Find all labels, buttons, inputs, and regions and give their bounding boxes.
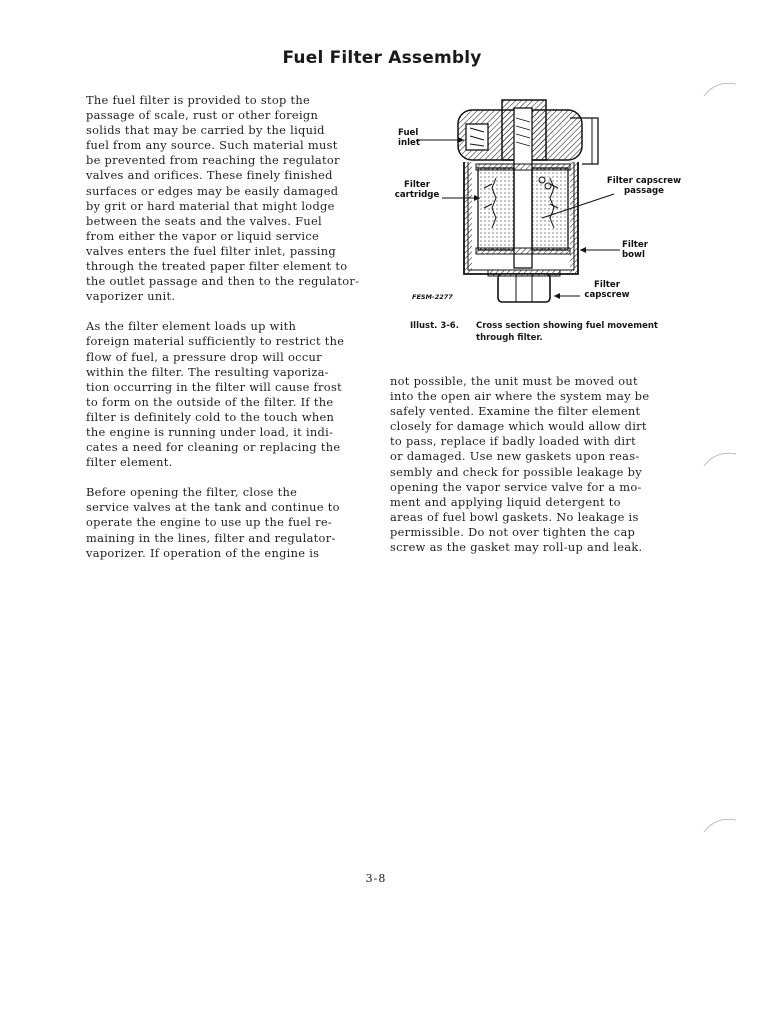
caption-number: Illust. 3-6. (410, 321, 459, 331)
text-line: cates a need for cleaning or replacing the (86, 440, 341, 455)
text-line: As the filter element loads up with (86, 319, 297, 334)
text-line: ment and applying liquid detergent to (390, 494, 621, 509)
text-line: permissible. Do not over tighten the cap (390, 524, 636, 539)
binding-mark (702, 446, 742, 470)
text-line: surfaces or edges may be easily damaged (86, 183, 339, 198)
paragraph-filter-purpose (65, 93, 361, 304)
label-filter-bowl: Filter bowl (622, 240, 648, 260)
text-line: valves enters the fuel filter inlet, passing (86, 243, 336, 258)
text-line: foreign material sufficiently to restrict the (86, 334, 345, 349)
text-line: to form on the outside of the filter. If the (86, 394, 334, 409)
label-filter-capscrew-passage: Filter capscrew passage (606, 176, 682, 196)
text-line: solids that may be carried by the liquid (86, 123, 325, 138)
binding-mark (702, 812, 742, 836)
text-line: safely vented. Examine the filter element (390, 404, 641, 419)
text-line: filter is definitely cold to the touch when (86, 409, 335, 424)
text-line: into the open air where the system may be (390, 389, 650, 404)
text-line: Before opening the filter, close the (86, 485, 298, 500)
text-line: between the seats and the valves. Fuel (86, 213, 322, 228)
binding-mark (702, 76, 742, 100)
text-line: areas of fuel bowl gaskets. No leakage is (390, 509, 639, 524)
caption-line-1: Cross section showing fuel movement (476, 321, 658, 331)
text-line: fuel from any source. Such material must (86, 138, 338, 153)
caption-line-2: through filter. (476, 333, 543, 343)
text-line: screw as the gasket may roll-up and leak. (390, 540, 643, 555)
text-line: filter element. (86, 455, 173, 470)
text-line: valves and orifices. These finely finished (86, 168, 333, 183)
text-line: be prevented from reaching the regulator (86, 153, 340, 168)
left-column-text (65, 93, 361, 561)
text-line: operate the engine to use up the fuel re- (86, 515, 333, 530)
text-line: the engine is running under load, it indi- (86, 424, 334, 439)
text-line: through the treated paper filter element to (86, 259, 348, 274)
text-line: not possible, the unit must be moved out (390, 374, 638, 388)
text-line: vaporizer unit. (86, 289, 176, 304)
text-line: opening the vapor service valve for a mo- (390, 479, 642, 494)
right-column-text (390, 374, 670, 555)
text-line: within the filter. The resulting vaporiza- (86, 364, 329, 379)
paragraph-continued (390, 374, 670, 555)
paragraph-opening-filter (65, 485, 361, 560)
inlet-fitting (466, 124, 488, 150)
label-filter-capscrew: Filter capscrew (584, 280, 630, 300)
fuel-filter-illustration (392, 88, 692, 308)
filter-cartridge (478, 168, 514, 250)
text-line: flow of fuel, a pressure drop will occur (86, 349, 322, 364)
capscrew-head (498, 274, 550, 302)
text-line: or damaged. Use new gaskets upon reas- (390, 449, 640, 464)
label-fuel-inlet: Fuel inlet (398, 128, 420, 148)
text-line: maining in the lines, filter and regulator- (86, 530, 336, 545)
text-line: from either the vapor or liquid service (86, 228, 320, 243)
text-line: by grit or hard material that might lodge (86, 198, 335, 213)
figure-caption (410, 320, 690, 344)
text-line: closely for damage which would allow dirt (390, 419, 647, 434)
paragraph-pressure-drop (65, 319, 361, 470)
text-line: The fuel filter is provided to stop the (86, 93, 311, 107)
text-line: vaporizer. If operation of the engine is (86, 545, 320, 560)
page-number: 3-8 (365, 872, 387, 885)
figure-code: FESM-2277 (412, 293, 453, 301)
text-line: tion occurring in the filter will cause frost (86, 379, 342, 394)
text-line: the outlet passage and then to the regulator- (86, 274, 360, 289)
text-line: to pass, replace if badly loaded with dirt (390, 434, 636, 449)
text-line: passage of scale, rust or other foreign (86, 108, 319, 123)
label-filter-cartridge: Filter cartridge (394, 180, 440, 200)
text-line: sembly and check for possible leakage by (390, 464, 642, 479)
text-line: service valves at the tank and continue to (86, 500, 340, 515)
page-title: Fuel Filter Assembly (282, 48, 482, 68)
